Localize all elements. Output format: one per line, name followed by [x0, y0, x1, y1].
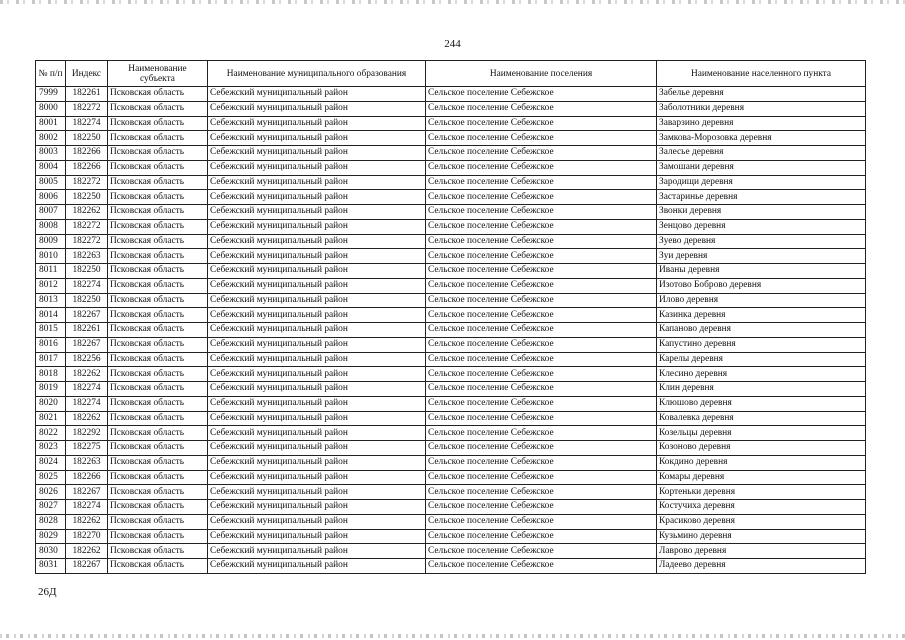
- cell-subject: Псковская область: [108, 190, 208, 205]
- cell-municipal: Себежский муниципальный район: [208, 308, 426, 323]
- header-locality: Наименование населенного пункта: [657, 61, 866, 87]
- cell-municipal: Себежский муниципальный район: [208, 382, 426, 397]
- cell-num: 8011: [36, 264, 66, 279]
- cell-municipal: Себежский муниципальный район: [208, 101, 426, 116]
- cell-index: 182270: [66, 529, 108, 544]
- cell-index: 182274: [66, 500, 108, 515]
- cell-num: 7999: [36, 87, 66, 102]
- cell-settlement: Сельское поселение Себежское: [426, 219, 657, 234]
- cell-index: 182261: [66, 87, 108, 102]
- cell-locality: Лаврово деревня: [657, 544, 866, 559]
- cell-subject: Псковская область: [108, 337, 208, 352]
- cell-num: 8023: [36, 441, 66, 456]
- table-row: [36, 131, 866, 146]
- cell-index: 182266: [66, 160, 108, 175]
- cell-subject: Псковская область: [108, 544, 208, 559]
- cell-locality: Зуево деревня: [657, 234, 866, 249]
- cell-subject: Псковская область: [108, 234, 208, 249]
- cell-settlement: Сельское поселение Себежское: [426, 175, 657, 190]
- cell-settlement: Сельское поселение Себежское: [426, 205, 657, 220]
- cell-settlement: Сельское поселение Себежское: [426, 160, 657, 175]
- cell-num: 8018: [36, 367, 66, 382]
- cell-num: 8004: [36, 160, 66, 175]
- cell-num: 8019: [36, 382, 66, 397]
- table-row: [36, 470, 866, 485]
- cell-subject: Псковская область: [108, 529, 208, 544]
- cell-index: 182266: [66, 146, 108, 161]
- cell-locality: Изотово Боброво деревня: [657, 278, 866, 293]
- cell-subject: Псковская область: [108, 455, 208, 470]
- table-row: [36, 249, 866, 264]
- cell-locality: Иваны деревня: [657, 264, 866, 279]
- table-row: [36, 323, 866, 338]
- cell-municipal: Себежский муниципальный район: [208, 470, 426, 485]
- cell-num: 8000: [36, 101, 66, 116]
- cell-index: 182250: [66, 190, 108, 205]
- cell-index: 182267: [66, 337, 108, 352]
- cell-municipal: Себежский муниципальный район: [208, 175, 426, 190]
- cell-settlement: Сельское поселение Себежское: [426, 559, 657, 574]
- cell-num: 8017: [36, 352, 66, 367]
- cell-municipal: Себежский муниципальный район: [208, 367, 426, 382]
- cell-municipal: Себежский муниципальный район: [208, 455, 426, 470]
- scan-edge-bottom: [0, 634, 905, 638]
- cell-subject: Псковская область: [108, 352, 208, 367]
- settlements-table: [35, 60, 866, 574]
- cell-settlement: Сельское поселение Себежское: [426, 131, 657, 146]
- cell-settlement: Сельское поселение Себежское: [426, 426, 657, 441]
- cell-municipal: Себежский муниципальный район: [208, 323, 426, 338]
- cell-locality: Заболотники деревня: [657, 101, 866, 116]
- cell-municipal: Себежский муниципальный район: [208, 337, 426, 352]
- cell-index: 182250: [66, 293, 108, 308]
- table-row: [36, 514, 866, 529]
- cell-num: 8009: [36, 234, 66, 249]
- table-row: [36, 160, 866, 175]
- cell-subject: Псковская область: [108, 411, 208, 426]
- cell-locality: Звонки деревня: [657, 205, 866, 220]
- cell-municipal: Себежский муниципальный район: [208, 146, 426, 161]
- cell-settlement: Сельское поселение Себежское: [426, 234, 657, 249]
- cell-settlement: Сельское поселение Себежское: [426, 485, 657, 500]
- cell-settlement: Сельское поселение Себежское: [426, 411, 657, 426]
- cell-settlement: Сельское поселение Себежское: [426, 278, 657, 293]
- cell-subject: Псковская область: [108, 131, 208, 146]
- cell-subject: Псковская область: [108, 382, 208, 397]
- cell-num: 8005: [36, 175, 66, 190]
- cell-num: 8016: [36, 337, 66, 352]
- cell-settlement: Сельское поселение Себежское: [426, 544, 657, 559]
- cell-num: 8028: [36, 514, 66, 529]
- cell-subject: Псковская область: [108, 500, 208, 515]
- table-row: [36, 485, 866, 500]
- cell-subject: Псковская область: [108, 219, 208, 234]
- cell-num: 8029: [36, 529, 66, 544]
- cell-settlement: Сельское поселение Себежское: [426, 455, 657, 470]
- cell-index: 182263: [66, 455, 108, 470]
- table-header-row: [36, 61, 866, 87]
- table-row: [36, 293, 866, 308]
- cell-subject: Псковская область: [108, 264, 208, 279]
- cell-subject: Псковская область: [108, 470, 208, 485]
- cell-locality: Комары деревня: [657, 470, 866, 485]
- cell-locality: Ковалевка деревня: [657, 411, 866, 426]
- cell-num: 8030: [36, 544, 66, 559]
- cell-settlement: Сельское поселение Себежское: [426, 264, 657, 279]
- cell-locality: Заварзино деревня: [657, 116, 866, 131]
- cell-num: 8006: [36, 190, 66, 205]
- cell-municipal: Себежский муниципальный район: [208, 500, 426, 515]
- cell-municipal: Себежский муниципальный район: [208, 411, 426, 426]
- cell-settlement: Сельское поселение Себежское: [426, 87, 657, 102]
- table-row: [36, 205, 866, 220]
- cell-index: 182272: [66, 219, 108, 234]
- table-row: [36, 411, 866, 426]
- table-row: [36, 146, 866, 161]
- cell-municipal: Себежский муниципальный район: [208, 219, 426, 234]
- cell-index: 182266: [66, 470, 108, 485]
- header-num: № п/п: [36, 61, 66, 87]
- cell-subject: Псковская область: [108, 293, 208, 308]
- cell-locality: Клесино деревня: [657, 367, 866, 382]
- table-row: [36, 116, 866, 131]
- cell-subject: Псковская область: [108, 367, 208, 382]
- table-row: [36, 352, 866, 367]
- cell-num: 8027: [36, 500, 66, 515]
- cell-settlement: Сельское поселение Себежское: [426, 337, 657, 352]
- cell-locality: Красиково деревня: [657, 514, 866, 529]
- cell-index: 182261: [66, 323, 108, 338]
- cell-num: 8022: [36, 426, 66, 441]
- cell-subject: Псковская область: [108, 426, 208, 441]
- table-row: [36, 396, 866, 411]
- cell-municipal: Себежский муниципальный район: [208, 249, 426, 264]
- cell-index: 182272: [66, 234, 108, 249]
- cell-subject: Псковская область: [108, 175, 208, 190]
- table-row: [36, 219, 866, 234]
- cell-locality: Замошани деревня: [657, 160, 866, 175]
- cell-municipal: Себежский муниципальный район: [208, 529, 426, 544]
- header-municipal: Наименование муниципального образования: [208, 61, 426, 87]
- cell-index: 182256: [66, 352, 108, 367]
- cell-num: 8015: [36, 323, 66, 338]
- cell-index: 182292: [66, 426, 108, 441]
- cell-settlement: Сельское поселение Себежское: [426, 308, 657, 323]
- cell-index: 182274: [66, 382, 108, 397]
- cell-num: 8013: [36, 293, 66, 308]
- cell-settlement: Сельское поселение Себежское: [426, 190, 657, 205]
- cell-subject: Псковская область: [108, 514, 208, 529]
- cell-subject: Псковская область: [108, 249, 208, 264]
- cell-locality: Капустино деревня: [657, 337, 866, 352]
- cell-num: 8014: [36, 308, 66, 323]
- cell-subject: Псковская область: [108, 101, 208, 116]
- cell-locality: Карелы деревня: [657, 352, 866, 367]
- cell-locality: Илово деревня: [657, 293, 866, 308]
- cell-settlement: Сельское поселение Себежское: [426, 101, 657, 116]
- table-row: [36, 500, 866, 515]
- cell-locality: Замкова-Морозовка деревня: [657, 131, 866, 146]
- cell-locality: Казинка деревня: [657, 308, 866, 323]
- cell-municipal: Себежский муниципальный район: [208, 205, 426, 220]
- cell-settlement: Сельское поселение Себежское: [426, 382, 657, 397]
- cell-municipal: Себежский муниципальный район: [208, 441, 426, 456]
- table-row: [36, 367, 866, 382]
- cell-municipal: Себежский муниципальный район: [208, 131, 426, 146]
- table-row: [36, 190, 866, 205]
- cell-num: 8008: [36, 219, 66, 234]
- header-settlement: Наименование поселения: [426, 61, 657, 87]
- cell-municipal: Себежский муниципальный район: [208, 264, 426, 279]
- cell-num: 8001: [36, 116, 66, 131]
- cell-locality: Кузьмино деревня: [657, 529, 866, 544]
- cell-num: 8031: [36, 559, 66, 574]
- table-row: [36, 264, 866, 279]
- cell-locality: Залесье деревня: [657, 146, 866, 161]
- header-index: Индекс: [66, 61, 108, 87]
- cell-num: 8024: [36, 455, 66, 470]
- cell-settlement: Сельское поселение Себежское: [426, 146, 657, 161]
- cell-index: 182262: [66, 411, 108, 426]
- cell-municipal: Себежский муниципальный район: [208, 190, 426, 205]
- cell-settlement: Сельское поселение Себежское: [426, 323, 657, 338]
- table-row: [36, 544, 866, 559]
- cell-num: 8025: [36, 470, 66, 485]
- cell-settlement: Сельское поселение Себежское: [426, 249, 657, 264]
- table-row: [36, 308, 866, 323]
- cell-municipal: Себежский муниципальный район: [208, 485, 426, 500]
- cell-index: 182262: [66, 205, 108, 220]
- cell-subject: Псковская область: [108, 441, 208, 456]
- cell-locality: Костучиха деревня: [657, 500, 866, 515]
- cell-locality: Забелье деревня: [657, 87, 866, 102]
- cell-index: 182267: [66, 485, 108, 500]
- cell-locality: Капаново деревня: [657, 323, 866, 338]
- cell-settlement: Сельское поселение Себежское: [426, 529, 657, 544]
- cell-index: 182262: [66, 514, 108, 529]
- cell-subject: Псковская область: [108, 87, 208, 102]
- cell-num: 8026: [36, 485, 66, 500]
- table-row: [36, 455, 866, 470]
- cell-settlement: Сельское поселение Себежское: [426, 367, 657, 382]
- cell-index: 182262: [66, 544, 108, 559]
- cell-subject: Псковская область: [108, 308, 208, 323]
- cell-index: 182274: [66, 396, 108, 411]
- cell-municipal: Себежский муниципальный район: [208, 234, 426, 249]
- cell-num: 8003: [36, 146, 66, 161]
- table-body: [36, 87, 866, 574]
- cell-settlement: Сельское поселение Себежское: [426, 352, 657, 367]
- cell-settlement: Сельское поселение Себежское: [426, 500, 657, 515]
- cell-num: 8012: [36, 278, 66, 293]
- cell-subject: Псковская область: [108, 559, 208, 574]
- cell-subject: Псковская область: [108, 146, 208, 161]
- table-row: [36, 441, 866, 456]
- table-row: [36, 278, 866, 293]
- cell-index: 182272: [66, 101, 108, 116]
- cell-subject: Псковская область: [108, 323, 208, 338]
- cell-settlement: Сельское поселение Себежское: [426, 396, 657, 411]
- cell-locality: Зуи деревня: [657, 249, 866, 264]
- cell-municipal: Себежский муниципальный район: [208, 426, 426, 441]
- cell-index: 182263: [66, 249, 108, 264]
- cell-index: 182267: [66, 559, 108, 574]
- table-row: [36, 382, 866, 397]
- cell-locality: Застаринье деревня: [657, 190, 866, 205]
- cell-locality: Ладеево деревня: [657, 559, 866, 574]
- cell-subject: Псковская область: [108, 116, 208, 131]
- cell-settlement: Сельское поселение Себежское: [426, 441, 657, 456]
- page-number: 244: [444, 38, 461, 50]
- cell-num: 8010: [36, 249, 66, 264]
- cell-locality: Козоново деревня: [657, 441, 866, 456]
- cell-index: 182262: [66, 367, 108, 382]
- cell-municipal: Себежский муниципальный район: [208, 87, 426, 102]
- cell-index: 182267: [66, 308, 108, 323]
- cell-municipal: Себежский муниципальный район: [208, 293, 426, 308]
- cell-municipal: Себежский муниципальный район: [208, 514, 426, 529]
- cell-subject: Псковская область: [108, 396, 208, 411]
- cell-subject: Псковская область: [108, 160, 208, 175]
- cell-municipal: Себежский муниципальный район: [208, 396, 426, 411]
- cell-subject: Псковская область: [108, 485, 208, 500]
- cell-municipal: Себежский муниципальный район: [208, 160, 426, 175]
- cell-num: 8021: [36, 411, 66, 426]
- cell-locality: Зенцово деревня: [657, 219, 866, 234]
- table-row: [36, 101, 866, 116]
- footer-mark: 26Д: [38, 586, 57, 598]
- cell-municipal: Себежский муниципальный район: [208, 278, 426, 293]
- table-row: [36, 234, 866, 249]
- cell-locality: Клюшово деревня: [657, 396, 866, 411]
- cell-settlement: Сельское поселение Себежское: [426, 470, 657, 485]
- cell-index: 182275: [66, 441, 108, 456]
- cell-municipal: Себежский муниципальный район: [208, 352, 426, 367]
- cell-locality: Кортеньки деревня: [657, 485, 866, 500]
- table-row: [36, 337, 866, 352]
- cell-index: 182274: [66, 278, 108, 293]
- cell-locality: Клин деревня: [657, 382, 866, 397]
- header-subject: Наименование субъекта: [108, 61, 208, 87]
- cell-municipal: Себежский муниципальный район: [208, 116, 426, 131]
- table-row: [36, 529, 866, 544]
- cell-index: 182272: [66, 175, 108, 190]
- cell-locality: Козельцы деревня: [657, 426, 866, 441]
- cell-municipal: Себежский муниципальный район: [208, 544, 426, 559]
- cell-num: 8002: [36, 131, 66, 146]
- scan-edge-top: [0, 0, 905, 4]
- table-row: [36, 175, 866, 190]
- cell-index: 182250: [66, 131, 108, 146]
- table-row: [36, 559, 866, 574]
- cell-subject: Псковская область: [108, 205, 208, 220]
- table-row: [36, 426, 866, 441]
- cell-subject: Псковская область: [108, 278, 208, 293]
- cell-num: 8007: [36, 205, 66, 220]
- cell-num: 8020: [36, 396, 66, 411]
- cell-settlement: Сельское поселение Себежское: [426, 116, 657, 131]
- cell-locality: Зародищи деревня: [657, 175, 866, 190]
- cell-locality: Кокдино деревня: [657, 455, 866, 470]
- cell-index: 182274: [66, 116, 108, 131]
- cell-index: 182250: [66, 264, 108, 279]
- cell-settlement: Сельское поселение Себежское: [426, 514, 657, 529]
- cell-settlement: Сельское поселение Себежское: [426, 293, 657, 308]
- table-row: [36, 87, 866, 102]
- cell-municipal: Себежский муниципальный район: [208, 559, 426, 574]
